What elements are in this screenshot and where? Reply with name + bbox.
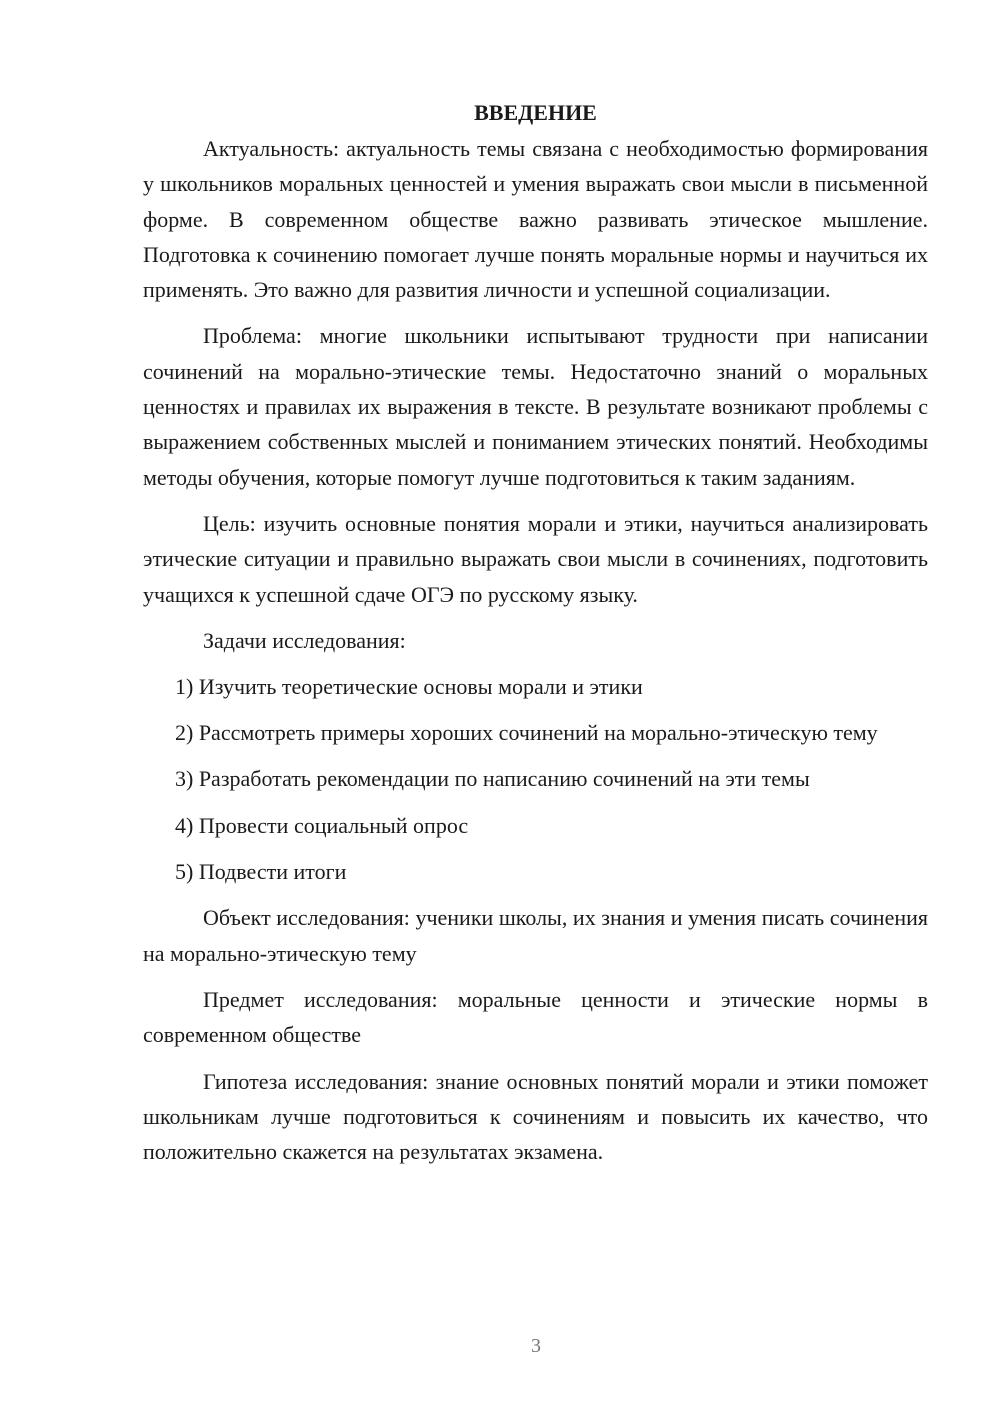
task-item-5: 5) Подвести итоги bbox=[175, 859, 347, 885]
relevance-paragraph: Актуальность: актуальность темы связана с необходимостью формирования у школьников моральных ценностей и умения выражать свои мысли в письменной форме. В современном обществе важно развивать этическое мышление. Подготовка к сочинению помогает лучше понять моральные нормы и научиться их применять. Это важно для развития личности и успешной социализации. bbox=[143, 136, 928, 303]
problem-paragraph: Проблема: многие школьники испытывают трудности при написании сочинений на морально-этические темы. Недостаточно знаний о моральных ценностях и правилах их выражения в тексте. В результате возникают проблемы с выражением собственных мыслей и пониманием этических понятий. Необходимы методы обучения, которые помогут лучше подготовиться к таким заданиям. bbox=[143, 323, 928, 490]
goal-paragraph: Цель: изучить основные понятия морали и этики, научиться анализировать этические ситуации и правильно выражать свои мысли в сочинениях, подготовить учащихся к успешной сдаче ОГЭ по русскому языку. bbox=[143, 510, 928, 607]
page-number: 3 bbox=[531, 1335, 541, 1357]
page-content bbox=[143, 95, 928, 1180]
task-item-1: 1) Изучить теоретические основы морали и этики bbox=[175, 673, 643, 699]
subject-paragraph: Предмет исследования: моральные ценности и этические нормы в современном обществе bbox=[143, 986, 928, 1048]
task-item-3: 3) Разработать рекомендации по написанию сочинений на эти темы bbox=[175, 766, 810, 792]
tasks-label: Задачи исследования: bbox=[203, 627, 406, 653]
hypothesis-paragraph: Гипотеза исследования: знание основных понятий морали и этики поможет школьникам лучше подготовиться к сочинениям и повысить их качество, что положительно скажется на результатах экзамена. bbox=[143, 1068, 928, 1165]
task-item-4: 4) Провести социальный опрос bbox=[175, 812, 469, 838]
section-title: ВВЕДЕНИЕ bbox=[474, 100, 597, 125]
task-item-2: 2) Рассмотреть примеры хороших сочинений на морально-этическую тему bbox=[175, 720, 878, 746]
object-paragraph: Объект исследования: ученики школы, их знания и умения писать сочинения на морально-этическую тему bbox=[143, 905, 928, 966]
